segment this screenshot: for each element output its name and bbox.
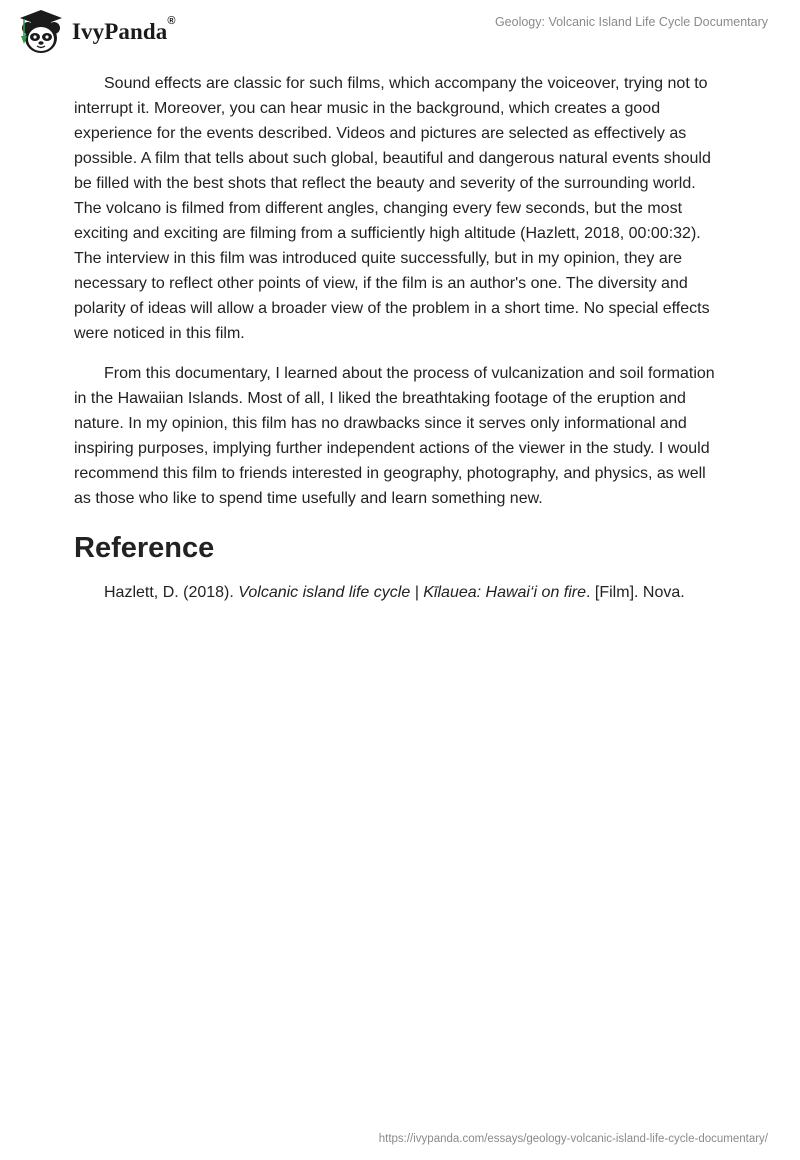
reference-heading: Reference bbox=[74, 532, 215, 564]
body-paragraph: From this documentary, I learned about the process of vulcanization and soil formation in the Hawaiian Islands. Most of all, I liked the breathtaking footage of the eruption and nature. In my opinion, this film has no drawbacks since it serves only informational and inspiring purposes, implying further independent actions of the viewer in the study. I would recommend this film to friends interested in geography, photography, and physics, as well as those who like to spend time usefully and learn something new. bbox=[74, 365, 715, 507]
essay-content bbox=[74, 71, 726, 605]
running-title: Geology: Volcanic Island Life Cycle Documentary bbox=[494, 15, 768, 29]
reference-prefix: Hazlett, D. (2018). bbox=[104, 584, 239, 601]
reference-suffix: . [Film]. Nova. bbox=[586, 584, 685, 601]
brand-name: IvyPanda® bbox=[72, 15, 176, 44]
registered-mark: ® bbox=[167, 15, 176, 27]
footer-url[interactable]: https://ivypanda.com/essays/geology-volcanic-island-life-cycle-documentary/ bbox=[378, 1133, 768, 1145]
page-header bbox=[0, 0, 800, 62]
panda-graduation-cap-icon bbox=[14, 8, 68, 56]
brand-logo[interactable] bbox=[14, 8, 176, 56]
reference-entry bbox=[74, 580, 726, 605]
body-paragraph: Sound effects are classic for such films, which accompany the voiceover, trying not to interrupt it. Moreover, you can hear music in the background, which creates a good experience for the events described. Videos and pictures are selected as effectively as possible. A film that tells about such global, beautiful and dangerous natural events should be filled with the best shots that reflect the beauty and severity of the surrounding world. The volcano is filmed from different angles, changing every few seconds, but the most exciting and exciting are filming from a sufficiently high altitude (Hazlett, 2018, 00:00:32). The interview in this film was introduced quite successfully, but in my opinion, they are necessary to reflect other points of view, if the film is an author's one. The diversity and polarity of ideas will allow a broader view of the problem in a short time. No special effects were noticed in this film. bbox=[74, 75, 711, 342]
reference-title: Volcanic island life cycle | Kīlauea: Hawai‘i on fire bbox=[238, 584, 587, 601]
